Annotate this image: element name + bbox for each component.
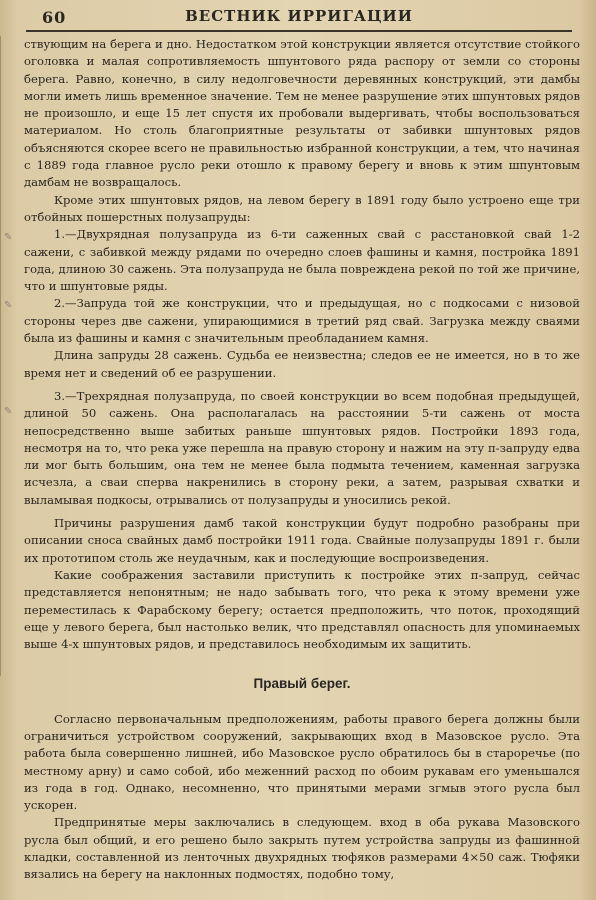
paragraph: ствующим на берега и дно. Недостатком этой конструкции является отсутствие стойкого оголовка и малая сопротивляемость шпунтового ряда распору от земли со стороны берега. Равно, конечно, в силу недолговечности деревянных конструкций, эти дамбы могли иметь лишь временное значение. Тем не менее разрушение этих шпунтовых рядов не произошло, и еще 15 лет спустя их пробовали выдергивать, чтобы воспользоваться материалом. Но столь благоприятные результаты от забивки шпунтовых рядов объясняются скорее всего не правильностью избранной конструкции, а тем, что начиная с 1889 года главное русло реки отошло к правому берегу и вновь к этим шпунтовым дамбам не возвращалось. xyxy=(24,37,580,190)
body-text xyxy=(24,36,580,884)
paragraph: 1.—Двухрядная полузапруда из 6-ти саженных свай с расстановкой свай 1-2 сажени, с забивкой между рядами по очередно слоев фашины и камня, постройка 1891 года, длиною 30 сажень. Эта полузапруда не была повреждена рекой по той же причине, что и шпунтовые ряды. xyxy=(24,227,580,294)
paragraph: Предпринятые меры заключались в следующем. вход в оба рукава Мазовского русла был общий, и его решено было закрыть путем устройства запруды из фашинной кладки, составленной из ленточных двухрядных тюфяков размерами 4×50 саж. Тюфяки вязались на берегу на наклонных подмостях, подобно тому, xyxy=(24,815,580,882)
page-header xyxy=(30,6,568,28)
paragraph: 2.—Запруда той же конструкции, что и предыдущая, но с подкосами с низовой стороны через две сажени, упирающимися в третий ряд свай. Загрузка между сваями была из фашины и камня с значительным преобладанием камня. xyxy=(24,296,580,346)
paragraph: Длина запруды 28 сажень. Судьба ее неизвестна; следов ее не имеется, но в то же время нет и сведений об ее разрушении. xyxy=(24,348,580,380)
paragraph: Какие соображения заставили приступить к постройке этих п-запруд, сейчас представляется непонятным; не надо забывать того, что река к этому времени уже переместилась к Фарабскому берегу; остается предположить, что поток, проходящий еще у левого берега, был настолько велик, что представлял опасность для упоминаемых выше 4-х шпунтовых рядов, и представилось необходимым их защитить. xyxy=(24,567,580,652)
margin-pencil-line xyxy=(0,36,25,676)
paragraph: 3.—Трехрядная полузапруда, по своей конструкции во всем подобная предыдущей, длиной 50 сажень. Она располагалась на расстоянии 5-ти сажень от моста непосредственно выше забитых раньше шпунтовых рядов. Постройки 1893 года, несмотря на то, что река уже перешла на правую сторону и нажим на эту п-запруду едва ли мог быть большим, она тем не менее была подмыта течением, каменная загрузка исчезла, а сваи сперва накренились в сторону реки, а затем, разрывая схватки и выламывая подкосы, отрывались от полузапруды и уносились рекой. xyxy=(24,388,580,507)
running-head: ВЕСТНИК ИРРИГАЦИИ xyxy=(185,7,413,25)
margin-pencil-mark: ✎ xyxy=(4,406,13,417)
paragraph: Согласно первоначальным предположениям, работы правого берега должны были ограничиться устройством сооружений, закрывающих вход в Мазовское русло. Эта работа была совершенно лишней, ибо Мазовское русло обратилось бы в староречье (по местному арну) и само собой, ибо меженний расход по обоим рукавам его уменьшался из года в год. Однако, несомненно, что принятыми мерами згмыв этого русла был ускорен. xyxy=(24,711,580,813)
paragraph: Причины разрушения дамб такой конструкции будут подробно разобраны при описании сноса свайных дамб постройки 1911 года. Свайные полузапруды 1891 г. были их прототипом столь же неудачным, как и последующие воспроизведения. xyxy=(24,516,580,565)
margin-pencil-mark: ✎ xyxy=(4,300,13,311)
header-rule xyxy=(26,30,572,32)
section-title: Правый берег. xyxy=(253,676,351,692)
page-number: 60 xyxy=(42,8,67,27)
margin-pencil-mark: ✎ xyxy=(4,232,13,243)
paragraph: Кроме этих шпунтовых рядов, на левом берегу в 1891 году было устроено еще три отбойных пошерстных полузапруды: xyxy=(24,192,580,224)
